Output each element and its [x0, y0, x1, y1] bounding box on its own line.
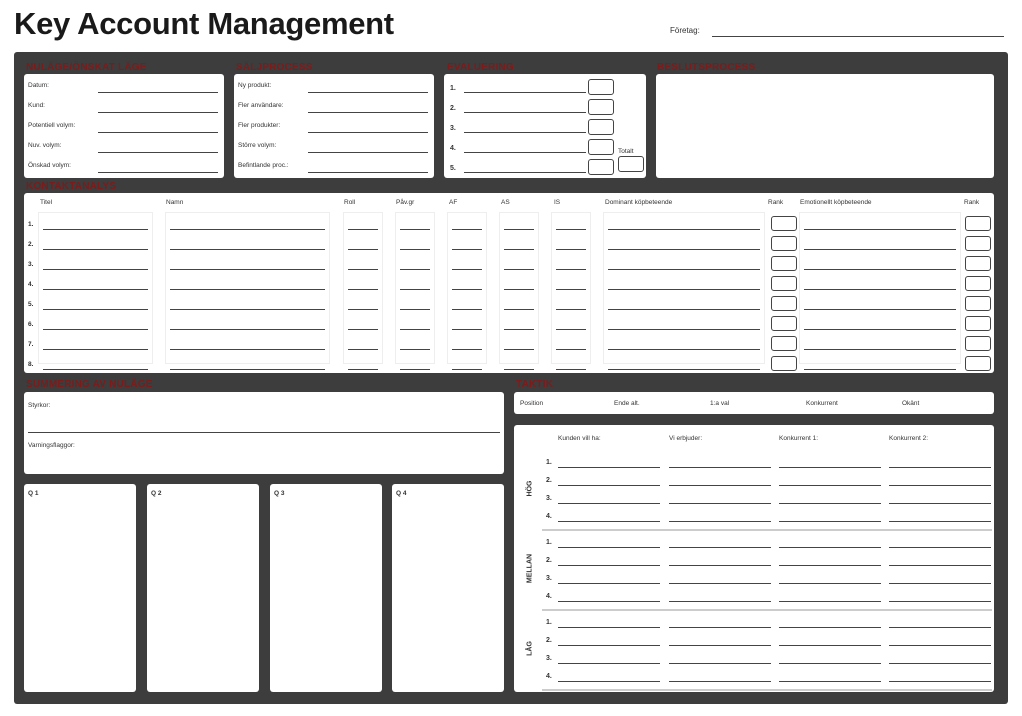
kontakt-column: [396, 213, 434, 363]
kontakt-cell-line[interactable]: [400, 249, 430, 250]
kontakt-cell-line[interactable]: [608, 349, 760, 350]
kontakt-cell-line[interactable]: [504, 229, 534, 230]
taktik-group-label: MELLAN: [526, 553, 534, 584]
kontakt-cell-line[interactable]: [348, 369, 378, 370]
evaluering-panel: [444, 74, 646, 178]
rank-box-dominant[interactable]: [771, 236, 797, 251]
taktik-cell-line[interactable]: [779, 583, 881, 584]
saljprocess-field-row: [238, 136, 430, 156]
kontakt-cell-line[interactable]: [348, 289, 378, 290]
kontakt-cell-line[interactable]: [504, 289, 534, 290]
page-title: Key Account Management: [14, 6, 394, 41]
kontakt-cell-line[interactable]: [804, 229, 956, 230]
rank-box-emotional[interactable]: [965, 256, 991, 271]
taktik-group-label: HÖG: [526, 480, 534, 497]
taktik-row-number: 4.: [546, 593, 552, 600]
kontakt-cell-line[interactable]: [170, 309, 325, 310]
taktik-cell-line[interactable]: [558, 503, 660, 504]
nulage-field-input[interactable]: [98, 112, 218, 113]
kontakt-cell-line[interactable]: [452, 249, 482, 250]
kontakt-header: Rank: [768, 199, 784, 206]
taktik-cell-line[interactable]: [889, 583, 991, 584]
section-title-evaluering: EVALUERING: [447, 62, 514, 73]
nulage-field-row: [28, 116, 220, 136]
kontakt-cell-line[interactable]: [556, 249, 586, 250]
taktik-cell-line[interactable]: [779, 485, 881, 486]
kontakt-cell-line[interactable]: [452, 229, 482, 230]
nulage-field-input[interactable]: [98, 132, 218, 133]
taktik-cell-line[interactable]: [669, 565, 771, 566]
kontakt-cell-line[interactable]: [170, 329, 325, 330]
taktik-position-panel: [514, 392, 994, 414]
taktik-cell-line[interactable]: [889, 521, 991, 522]
kontakt-cell-line[interactable]: [452, 269, 482, 270]
kontakt-cell-line[interactable]: [170, 289, 325, 290]
taktik-row-number: 2.: [546, 477, 552, 484]
nulage-field-label: Kund:: [28, 102, 45, 109]
taktik-cell-line[interactable]: [669, 547, 771, 548]
kontakt-cell-line[interactable]: [504, 269, 534, 270]
rank-box-emotional[interactable]: [965, 276, 991, 291]
nulage-panel: [24, 74, 224, 178]
taktik-cell-line[interactable]: [558, 485, 660, 486]
kontakt-cell-line[interactable]: [400, 289, 430, 290]
kontakt-header: Påv.gr: [396, 199, 415, 206]
kontakt-header: AF: [449, 199, 458, 206]
taktik-cell-line[interactable]: [889, 467, 991, 468]
kontakt-cell-line[interactable]: [170, 349, 325, 350]
taktik-cell-line[interactable]: [889, 601, 991, 602]
position-okant[interactable]: Okänt: [902, 400, 920, 407]
taktik-cell-line[interactable]: [669, 663, 771, 664]
quarter-label: Q 1: [28, 490, 39, 497]
kontakt-cell-line[interactable]: [556, 269, 586, 270]
taktik-cell-line[interactable]: [669, 627, 771, 628]
kontakt-cell-line[interactable]: [452, 369, 482, 370]
total-label: Totalt: [618, 148, 634, 155]
taktik-cell-line[interactable]: [889, 627, 991, 628]
kontakt-row-number: 4.: [28, 281, 34, 288]
kontakt-column: [166, 213, 329, 363]
kontakt-column: [448, 213, 486, 363]
taktik-cell-line[interactable]: [889, 645, 991, 646]
kontakt-column: [344, 213, 382, 363]
kontakt-header: Dominant köpbeteende: [605, 199, 673, 206]
kontakt-cell-line[interactable]: [348, 269, 378, 270]
taktik-column-header: Konkurrent 2:: [889, 435, 929, 442]
taktik-cell-line[interactable]: [558, 663, 660, 664]
taktik-cell-line[interactable]: [558, 547, 660, 548]
kontakt-cell-line[interactable]: [348, 349, 378, 350]
taktik-cell-line[interactable]: [779, 503, 881, 504]
taktik-cell-line[interactable]: [669, 583, 771, 584]
kontakt-row-number: 3.: [28, 261, 34, 268]
kontakt-cell-line[interactable]: [504, 249, 534, 250]
saljprocess-field-label: Större volym:: [238, 142, 277, 149]
company-label: Företag:: [670, 26, 700, 35]
taktik-row-number: 3.: [546, 575, 552, 582]
taktik-column-header: Konkurrent 1:: [779, 435, 819, 442]
nulage-field-label: Datum:: [28, 82, 49, 89]
kontakt-cell-line[interactable]: [348, 309, 378, 310]
kontakt-cell-line[interactable]: [504, 369, 534, 370]
taktik-cell-line[interactable]: [779, 645, 881, 646]
section-title-saljprocess: SÄLJPROCESS: [236, 62, 313, 73]
evaluering-line[interactable]: [464, 112, 586, 113]
rank-box-emotional[interactable]: [965, 336, 991, 351]
nulage-field-label: Önskad volym:: [28, 162, 71, 169]
saljprocess-field-row: [238, 116, 430, 136]
position-ende-alt[interactable]: Ende alt.: [614, 400, 640, 407]
kontakt-row-number: 8.: [28, 361, 34, 368]
taktik-cell-line[interactable]: [669, 485, 771, 486]
evaluering-score-box[interactable]: [588, 159, 614, 175]
kontakt-cell-line[interactable]: [556, 369, 586, 370]
kontakt-cell-line[interactable]: [400, 309, 430, 310]
taktik-row-number: 2.: [546, 557, 552, 564]
kontakt-cell-line[interactable]: [452, 309, 482, 310]
taktik-cell-line[interactable]: [558, 627, 660, 628]
evaluering-line[interactable]: [464, 132, 586, 133]
evaluering-score-box[interactable]: [588, 119, 614, 135]
kontakt-cell-line[interactable]: [504, 329, 534, 330]
kontakt-cell-line[interactable]: [608, 269, 760, 270]
kontakt-cell-line[interactable]: [804, 369, 956, 370]
saljprocess-panel: [234, 74, 434, 178]
kontakt-header: Rank: [964, 199, 980, 206]
section-title-taktik: TAKTIK: [516, 379, 554, 390]
kontakt-cell-line[interactable]: [348, 329, 378, 330]
taktik-cell-line[interactable]: [889, 681, 991, 682]
company-field[interactable]: [712, 36, 1004, 37]
summering-panel: [24, 392, 504, 474]
kontakt-cell-line[interactable]: [452, 329, 482, 330]
kontakt-header: Namn: [166, 199, 184, 206]
taktik-cell-line[interactable]: [779, 681, 881, 682]
taktik-cell-line[interactable]: [558, 681, 660, 682]
saljprocess-field-input[interactable]: [308, 112, 428, 113]
quarter-label: Q 2: [151, 490, 162, 497]
rank-box-emotional[interactable]: [965, 216, 991, 231]
taktik-cell-line[interactable]: [669, 521, 771, 522]
kontakt-cell-line[interactable]: [804, 329, 956, 330]
evaluering-row-number: 5.: [450, 165, 456, 172]
total-score-box[interactable]: [618, 156, 644, 172]
kontakt-cell-line[interactable]: [43, 349, 148, 350]
kontakt-cell-line[interactable]: [400, 369, 430, 370]
rank-box-dominant[interactable]: [771, 336, 797, 351]
rank-box-emotional[interactable]: [965, 356, 991, 371]
section-title-nulage: NULÄGE/ÖNSKAT LÄGE: [26, 62, 147, 73]
kontakt-column: [39, 213, 152, 363]
kontakt-cell-line[interactable]: [452, 289, 482, 290]
kontakt-cell-line[interactable]: [608, 369, 760, 370]
taktik-cell-line[interactable]: [889, 503, 991, 504]
kontakt-row-number: 7.: [28, 341, 34, 348]
saljprocess-field-input[interactable]: [308, 132, 428, 133]
kontakt-header: Roll: [344, 199, 356, 206]
nulage-field-input[interactable]: [98, 92, 218, 93]
form-frame: [14, 52, 1008, 704]
position-forsta-val[interactable]: 1:a val: [710, 400, 730, 407]
saljprocess-field-input[interactable]: [308, 152, 428, 153]
saljprocess-field-row: [238, 156, 430, 176]
taktik-row-number: 4.: [546, 513, 552, 520]
position-label: Position: [520, 400, 544, 407]
taktik-cell-line[interactable]: [558, 645, 660, 646]
taktik-cell-line[interactable]: [779, 627, 881, 628]
section-title-kontaktanalys: KONTAKTANALYS: [26, 181, 117, 192]
section-title-beslutsprocess: BESLUTSPROCESS: [657, 62, 756, 73]
kontakt-cell-line[interactable]: [170, 269, 325, 270]
kontakt-cell-line[interactable]: [804, 269, 956, 270]
kontakt-cell-line[interactable]: [43, 309, 148, 310]
kontakt-cell-line[interactable]: [43, 329, 148, 330]
rank-box-dominant[interactable]: [771, 296, 797, 311]
styrkor-label: Styrkor:: [28, 402, 51, 409]
evaluering-row-number: 1.: [450, 85, 456, 92]
taktik-matrix-panel: [514, 425, 994, 692]
taktik-cell-line[interactable]: [889, 565, 991, 566]
quarter-q2[interactable]: [147, 484, 259, 692]
kontakt-cell-line[interactable]: [804, 289, 956, 290]
taktik-cell-line[interactable]: [779, 547, 881, 548]
nulage-field-row: [28, 136, 220, 156]
evaluering-line[interactable]: [464, 92, 586, 93]
evaluering-score-box[interactable]: [588, 139, 614, 155]
taktik-cell-line[interactable]: [669, 645, 771, 646]
kontakt-cell-line[interactable]: [452, 349, 482, 350]
kontakt-column: [604, 213, 764, 363]
saljprocess-field-label: Befintlande proc.:: [238, 162, 289, 169]
varningsflaggor-label: Varningsflaggor:: [28, 442, 75, 449]
taktik-cell-line[interactable]: [558, 565, 660, 566]
taktik-row-number: 2.: [546, 637, 552, 644]
evaluering-line[interactable]: [464, 152, 586, 153]
taktik-cell-line[interactable]: [779, 601, 881, 602]
kontakt-cell-line[interactable]: [170, 369, 325, 370]
kontakt-row-number: 5.: [28, 301, 34, 308]
beslutsprocess-area[interactable]: [656, 74, 994, 178]
nulage-field-row: [28, 96, 220, 116]
rank-box-emotional[interactable]: [965, 316, 991, 331]
kontakt-cell-line[interactable]: [348, 249, 378, 250]
nulage-field-label: Potentiell volym:: [28, 122, 76, 129]
quarter-label: Q 4: [396, 490, 407, 497]
kontakt-cell-line[interactable]: [556, 229, 586, 230]
kontakt-cell-line[interactable]: [400, 329, 430, 330]
taktik-cell-line[interactable]: [558, 467, 660, 468]
taktik-cell-line[interactable]: [889, 547, 991, 548]
taktik-cell-line[interactable]: [558, 583, 660, 584]
taktik-cell-line[interactable]: [669, 467, 771, 468]
styrkor-line[interactable]: [28, 432, 500, 433]
kontakt-cell-line[interactable]: [804, 309, 956, 310]
kontakt-cell-line[interactable]: [608, 289, 760, 290]
kontakt-cell-line[interactable]: [608, 229, 760, 230]
rank-box-dominant[interactable]: [771, 356, 797, 371]
evaluering-line[interactable]: [464, 172, 586, 173]
kontakt-cell-line[interactable]: [400, 349, 430, 350]
taktik-row-number: 1.: [546, 619, 552, 626]
quarter-label: Q 3: [274, 490, 285, 497]
evaluering-row-number: 2.: [450, 105, 456, 112]
taktik-group-label: LÅG: [526, 641, 534, 656]
kontakt-row-number: 2.: [28, 241, 34, 248]
kontakt-column: [800, 213, 960, 363]
kontakt-cell-line[interactable]: [43, 289, 148, 290]
kontaktanalys-panel: [24, 193, 994, 373]
saljprocess-field-input[interactable]: [308, 92, 428, 93]
kontakt-cell-line[interactable]: [556, 309, 586, 310]
taktik-cell-line[interactable]: [558, 601, 660, 602]
kontakt-cell-line[interactable]: [556, 329, 586, 330]
kontakt-header: Emotionellt köpbeteende: [800, 199, 872, 206]
saljprocess-field-label: Fler produkter:: [238, 122, 281, 129]
taktik-cell-line[interactable]: [779, 663, 881, 664]
taktik-cell-line[interactable]: [779, 565, 881, 566]
kontakt-row-number: 1.: [28, 221, 34, 228]
nulage-field-row: [28, 76, 220, 96]
saljprocess-field-label: Fler användare:: [238, 102, 284, 109]
evaluering-score-box[interactable]: [588, 79, 614, 95]
taktik-group-divider: [542, 609, 992, 611]
saljprocess-field-label: Ny produkt:: [238, 82, 272, 89]
kontakt-column: [500, 213, 538, 363]
kontakt-cell-line[interactable]: [504, 349, 534, 350]
kontakt-cell-line[interactable]: [43, 369, 148, 370]
kontakt-cell-line[interactable]: [556, 349, 586, 350]
taktik-cell-line[interactable]: [779, 467, 881, 468]
taktik-cell-line[interactable]: [779, 521, 881, 522]
rank-box-dominant[interactable]: [771, 216, 797, 231]
taktik-row-number: 3.: [546, 495, 552, 502]
kontakt-header: Titel: [40, 199, 53, 206]
nulage-field-input[interactable]: [98, 152, 218, 153]
kontakt-cell-line[interactable]: [170, 249, 325, 250]
saljprocess-field-input[interactable]: [308, 172, 428, 173]
kontakt-cell-line[interactable]: [348, 229, 378, 230]
kontakt-cell-line[interactable]: [608, 309, 760, 310]
quarter-q3[interactable]: [270, 484, 382, 692]
kontakt-cell-line[interactable]: [43, 249, 148, 250]
saljprocess-field-row: [238, 76, 430, 96]
kontakt-cell-line[interactable]: [804, 349, 956, 350]
taktik-row-number: 3.: [546, 655, 552, 662]
kontakt-cell-line[interactable]: [170, 229, 325, 230]
taktik-column-header: Kunden vill ha:: [558, 435, 601, 442]
kontakt-cell-line[interactable]: [504, 309, 534, 310]
section-title-summering: SUMMERING AV NULÄGE: [26, 379, 153, 390]
kontakt-column: [552, 213, 590, 363]
nulage-field-label: Nuv. volym:: [28, 142, 62, 149]
taktik-cell-line[interactable]: [889, 663, 991, 664]
quarter-q1[interactable]: [24, 484, 136, 692]
taktik-group-divider: [542, 689, 992, 691]
taktik-column-header: Vi erbjuder:: [669, 435, 703, 442]
rank-box-dominant[interactable]: [771, 316, 797, 331]
kontakt-cell-line[interactable]: [608, 249, 760, 250]
kontakt-header: IS: [554, 199, 561, 206]
taktik-row-number: 4.: [546, 673, 552, 680]
taktik-cell-line[interactable]: [558, 521, 660, 522]
saljprocess-field-row: [238, 96, 430, 116]
kontakt-row-number: 6.: [28, 321, 34, 328]
evaluering-score-box[interactable]: [588, 99, 614, 115]
quarter-q4[interactable]: [392, 484, 504, 692]
evaluering-row-number: 4.: [450, 145, 456, 152]
nulage-field-row: [28, 156, 220, 176]
kontakt-cell-line[interactable]: [400, 229, 430, 230]
kontakt-header: AS: [501, 199, 510, 206]
taktik-cell-line[interactable]: [669, 503, 771, 504]
kontakt-cell-line[interactable]: [608, 329, 760, 330]
nulage-field-input[interactable]: [98, 172, 218, 173]
taktik-row-number: 1.: [546, 459, 552, 466]
kontakt-cell-line[interactable]: [804, 249, 956, 250]
taktik-cell-line[interactable]: [669, 601, 771, 602]
kontakt-cell-line[interactable]: [43, 269, 148, 270]
kontakt-cell-line[interactable]: [43, 229, 148, 230]
position-konkurrent[interactable]: Konkurrent: [806, 400, 838, 407]
rank-box-emotional[interactable]: [965, 236, 991, 251]
taktik-row-number: 1.: [546, 539, 552, 546]
kontakt-cell-line[interactable]: [556, 289, 586, 290]
kontakt-cell-line[interactable]: [400, 269, 430, 270]
evaluering-row-number: 3.: [450, 125, 456, 132]
rank-box-emotional[interactable]: [965, 296, 991, 311]
taktik-cell-line[interactable]: [669, 681, 771, 682]
rank-box-dominant[interactable]: [771, 276, 797, 291]
taktik-group-divider: [542, 529, 992, 531]
taktik-cell-line[interactable]: [889, 485, 991, 486]
rank-box-dominant[interactable]: [771, 256, 797, 271]
